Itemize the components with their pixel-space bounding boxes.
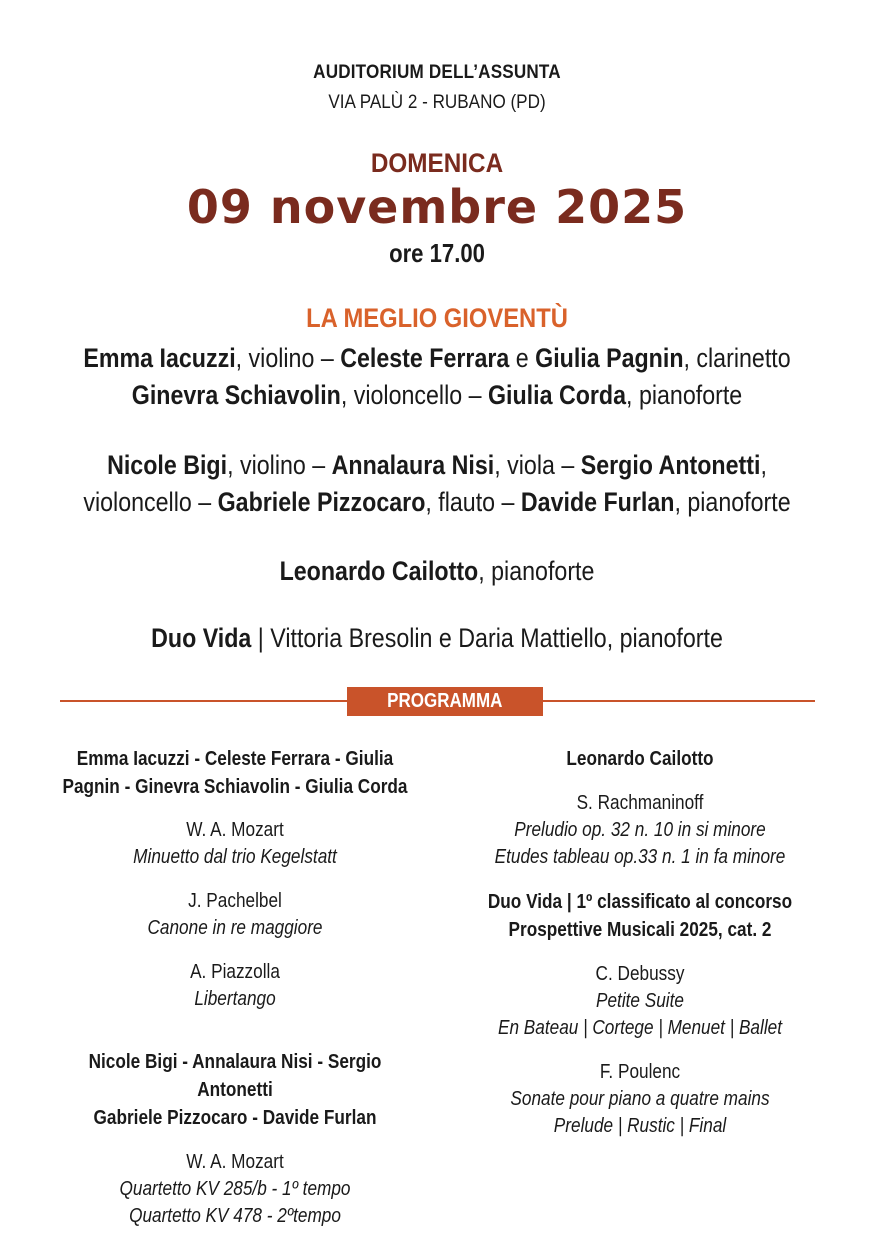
- performer-role: , violino –: [235, 343, 341, 373]
- performer-role: , pianoforte: [478, 556, 595, 586]
- performers-line: [61, 340, 813, 377]
- composer: F. Poulenc: [599, 1061, 681, 1083]
- work-title: Prelude | Rustic | Final: [553, 1115, 727, 1137]
- performer-name: Sergio Antonetti: [580, 450, 761, 480]
- program-right-column: [440, 745, 840, 1140]
- performer-name: Gabriele Pizzocaro: [217, 487, 426, 517]
- performer-name: Davide Furlan: [520, 487, 675, 517]
- performer-name: Celeste Ferrara: [340, 343, 510, 373]
- composer: J. Pachelbel: [188, 890, 282, 912]
- event-date: 09 novembre 2025: [186, 180, 688, 234]
- performer-role: | Vittoria Bresolin e Daria Mattiello, pianoforte: [251, 623, 723, 653]
- work-title: Preludio op. 32 n. 10 in si minore: [514, 819, 766, 841]
- program-left-column: [30, 745, 440, 1230]
- performer-role: , violoncello –: [340, 380, 488, 410]
- work-title: Sonate pour piano a quatre mains: [510, 1088, 770, 1110]
- work-title: Quartetto KV 285/b - 1º tempo: [119, 1178, 351, 1200]
- ensemble-heading: Gabriele Pizzocaro - Davide Furlan: [93, 1107, 377, 1129]
- composer: W. A. Mozart: [186, 1151, 284, 1173]
- work-title: Quartetto KV 478 - 2ºtempo: [129, 1205, 341, 1227]
- performer-name: Emma Iacuzzi: [83, 343, 236, 373]
- performer-name: Giulia Pagnin: [535, 343, 684, 373]
- performer-role: ,: [760, 450, 767, 480]
- event-day: DOMENICA: [370, 148, 504, 178]
- performers-line: [61, 484, 813, 521]
- performer-name: Annalaura Nisi: [331, 450, 495, 480]
- performer-name: Nicole Bigi: [107, 450, 228, 480]
- ensemble-heading: Nicole Bigi - Annalaura Nisi - Sergio Antonetti: [88, 1051, 382, 1101]
- divider-right: [540, 700, 815, 702]
- performer-name: Ginevra Schiavolin: [131, 380, 341, 410]
- work-title: Petite Suite: [596, 990, 684, 1012]
- performers-line: [61, 620, 813, 657]
- performer-role: , pianoforte: [626, 380, 743, 410]
- performer-role: , flauto –: [425, 487, 521, 517]
- work-title: Libertango: [194, 988, 276, 1010]
- venue-name: AUDITORIUM DELL’ASSUNTA: [313, 62, 561, 83]
- work-title: Etudes tableau op.33 n. 1 in fa minore: [494, 846, 786, 868]
- concert-title: LA MEGLIO GIOVENTÙ: [306, 303, 568, 333]
- performer-role: violoncello –: [83, 487, 218, 517]
- performers-line: [61, 377, 813, 414]
- performer-name: Giulia Corda: [487, 380, 627, 410]
- work-title: En Bateau | Cortege | Menuet | Ballet: [497, 1017, 782, 1039]
- composer: A. Piazzolla: [190, 961, 280, 983]
- divider-left: [60, 700, 350, 702]
- performers-line: [61, 553, 813, 590]
- performer-role: , violino –: [227, 450, 332, 480]
- performer-role: , pianoforte: [674, 487, 791, 517]
- performer-name: Leonardo Cailotto: [279, 556, 479, 586]
- work-title: Minuetto dal trio Kegelstatt: [133, 846, 337, 868]
- performer-role: , viola –: [494, 450, 581, 480]
- venue-address: VIA PALÙ 2 - RUBANO (PD): [328, 92, 546, 113]
- performer-role: , clarinetto: [683, 343, 791, 373]
- programma-label: PROGRAMMA: [387, 690, 503, 712]
- composer: S. Rachmaninoff: [576, 792, 704, 814]
- composer: W. A. Mozart: [186, 819, 284, 841]
- performers-line: [61, 447, 813, 484]
- ensemble-heading: Leonardo Cailotto: [566, 748, 714, 770]
- performers-group-3: [61, 553, 813, 590]
- ensemble-heading: Emma Iacuzzi - Celeste Ferrara - Giulia: [76, 748, 394, 770]
- performers-group-1: [61, 340, 813, 414]
- performers-group-2: [61, 447, 813, 521]
- work-title: Canone in re maggiore: [147, 917, 323, 939]
- ensemble-heading: Duo Vida | 1º classificato al concorso: [487, 891, 793, 913]
- event-time: ore 17.00: [389, 238, 485, 268]
- programma-badge: [347, 687, 543, 716]
- ensemble-heading: Pagnin - Ginevra Schiavolin - Giulia Corda: [62, 776, 408, 798]
- ensemble-heading: Prospettive Musicali 2025, cat. 2: [508, 919, 772, 941]
- composer: C. Debussy: [595, 963, 685, 985]
- performer-name: Duo Vida: [151, 623, 252, 653]
- performer-role: e: [509, 343, 536, 373]
- performers-group-4: [61, 620, 813, 657]
